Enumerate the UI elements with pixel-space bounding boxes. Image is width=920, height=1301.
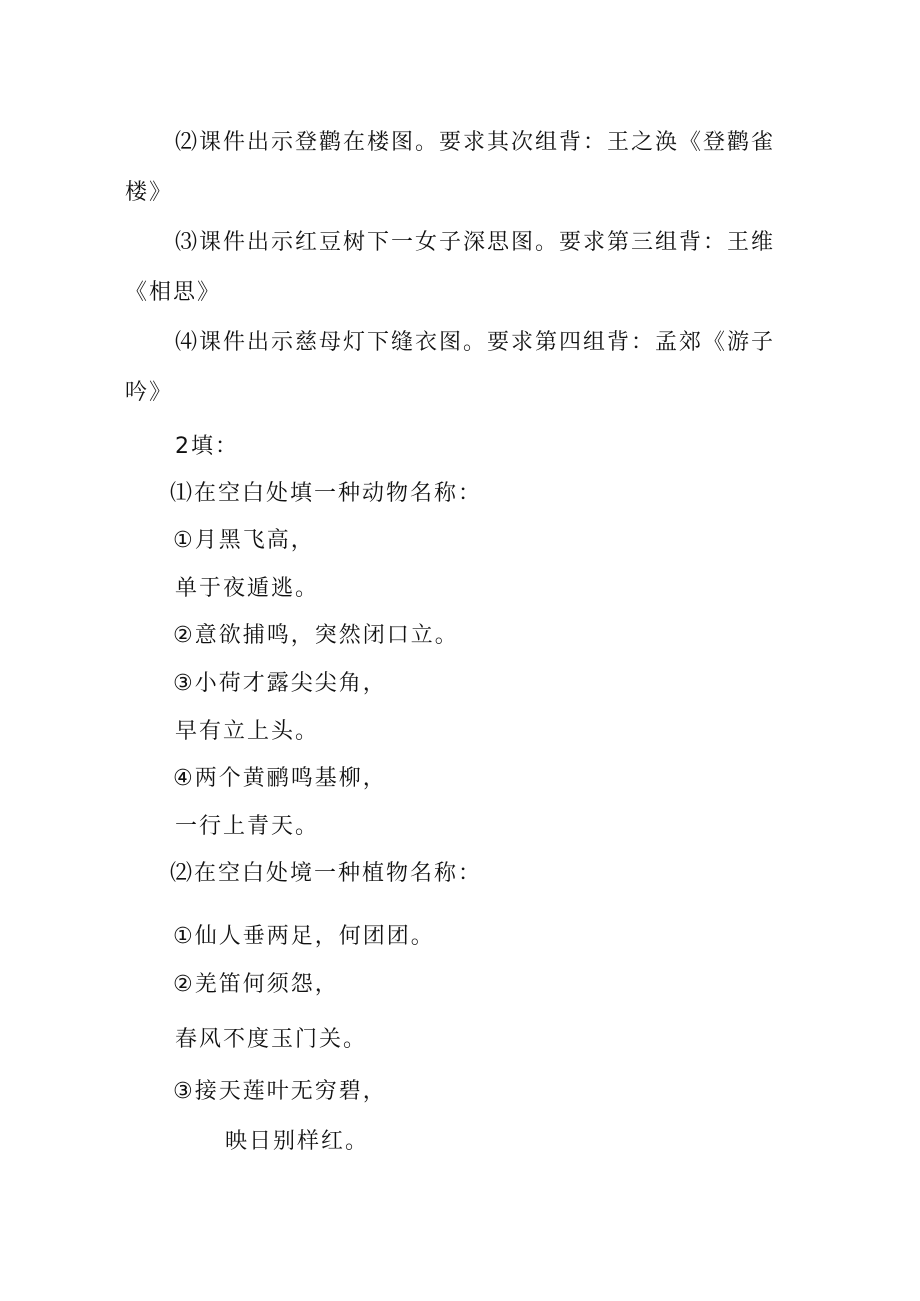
plant-q2-line1: ②羌笛何须怨， [173, 972, 339, 997]
animal-q1-line2: 单于夜遁逃。 [175, 576, 320, 601]
subheading-plant: ⑵在空白处境一种植物名称： [170, 861, 483, 886]
animal-q3-line2: 早有立上头。 [175, 719, 320, 744]
animal-q1-line1: ①月黑飞高， [173, 528, 315, 553]
plant-q3-line1: ③接天莲叶无穷碧， [173, 1079, 387, 1104]
animal-q4-line2: 一行上青天。 [175, 814, 320, 839]
subheading-animal: ⑴在空白处填一种动物名称： [170, 481, 483, 506]
animal-q4-line1: ④两个黄鹂鸣基柳， [173, 766, 387, 791]
plant-q1: ①仙人垂两足，何团团。 [173, 924, 435, 949]
paragraph-item-3: ⑶课件出示红豆树下一女子深思图。要求第三组背：王维《相思》 [125, 230, 776, 305]
plant-q3-line2: 映日别样红。 [225, 1129, 370, 1154]
paragraph-item-4: ⑷课件出示慈母灯下缝衣图。要求第四组背：孟郊《游子吟》 [125, 330, 776, 405]
animal-q2: ②意欲捕鸣，突然闭口立。 [173, 623, 459, 648]
section-heading-fill: 2填： [175, 434, 239, 459]
paragraph-item-2: ⑵课件出示登鹳在楼图。要求其次组背：王之涣《登鹳雀楼》 [125, 130, 776, 205]
plant-q2-line2: 春风不度玉门关。 [175, 1027, 368, 1052]
animal-q3-line1: ③小荷才露尖尖角， [173, 671, 387, 696]
